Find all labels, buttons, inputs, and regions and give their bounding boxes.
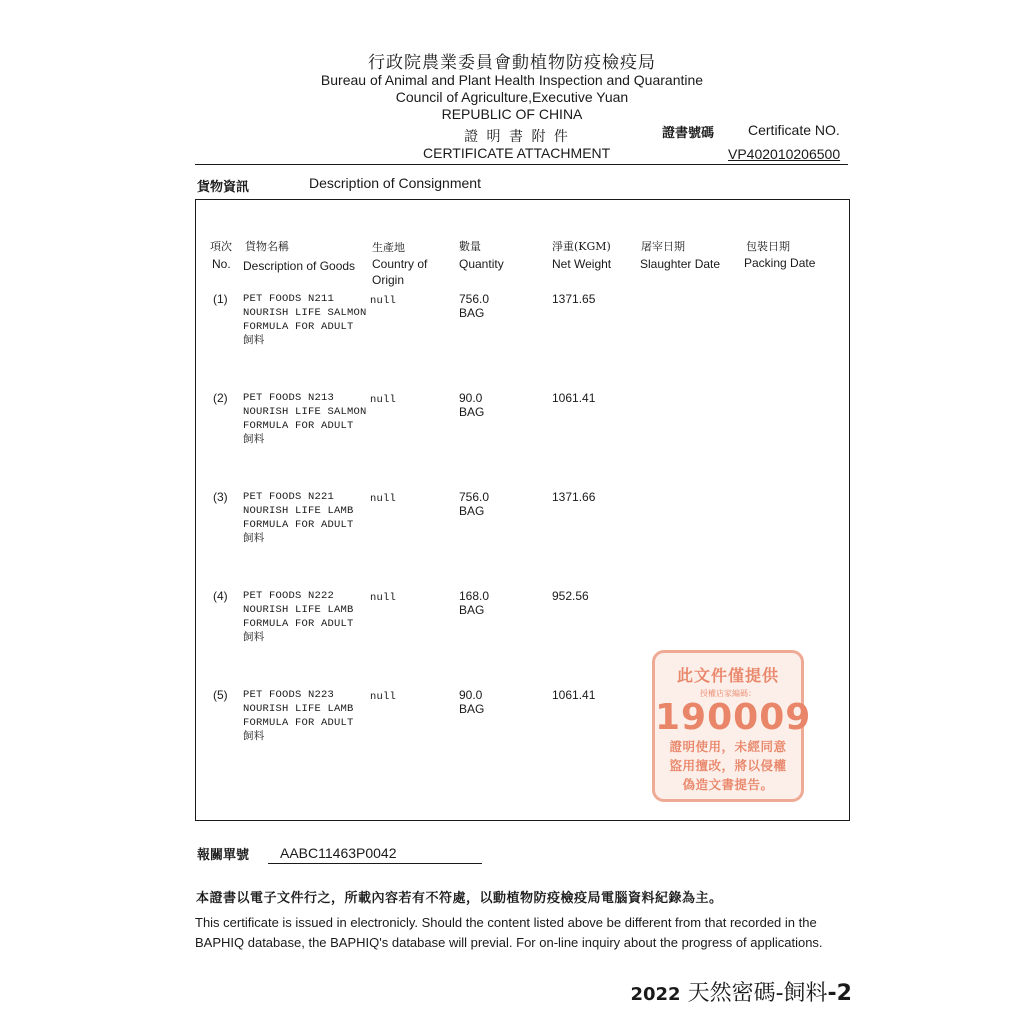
row-origin: null [370, 394, 397, 406]
consignment-label-en: Description of Consignment [309, 175, 481, 191]
agency-title-zh: 行政院農業委員會動植物防疫檢疫局 [368, 53, 656, 73]
col-weight-en: Net Weight [552, 257, 612, 271]
row-net-weight: 1061.41 [552, 391, 596, 405]
row-quantity: 756.0 BAG [459, 292, 490, 320]
customs-underline [268, 863, 482, 864]
row-net-weight: 1371.65 [552, 292, 596, 306]
col-quantity-en: Quantity [459, 257, 504, 271]
row-origin: null [370, 295, 397, 307]
notice-en: This certificate is issued in electronicly. Should the content listed above be different from that recorded in the BAPHIQ database, the BAPHIQ's database will previal. For on-line inquiry about the progress of applications. [195, 915, 823, 950]
header-divider [195, 164, 848, 165]
row-goods: PET FOODS N223 NOURISH LIFE LAMB FORMULA FOR ADULT 飼料 [243, 689, 354, 743]
col-origin-zh: 生產地 [372, 241, 405, 254]
col-no-en: No. [212, 257, 231, 271]
row-origin: null [370, 592, 397, 604]
row-net-weight: 1061.41 [552, 688, 596, 702]
consignment-label-zh: 貨物資訊 [197, 180, 250, 195]
cert-no-label-zh: 證書號碼 [662, 126, 715, 141]
authorization-stamp [652, 650, 812, 802]
row-quantity: 90.0 BAG [459, 688, 485, 716]
row-no: (5) [213, 688, 228, 702]
col-origin-en: Country of Origin [372, 257, 428, 287]
col-packing-en: Packing Date [744, 256, 816, 270]
row-origin: null [370, 691, 397, 703]
col-goods-zh: 貨物名稱 [245, 240, 289, 253]
notice-zh: 本證書以電子文件行之，所載內容若有不符處，以動植物防疫檢疫局電腦資料紀錄為主。 [196, 891, 723, 906]
row-goods: PET FOODS N211 NOURISH LIFE SALMON FORMULA FOR ADULT 飼料 [243, 293, 367, 347]
row-goods: PET FOODS N221 NOURISH LIFE LAMB FORMULA FOR ADULT 飼料 [243, 491, 354, 545]
stamp-code: 190009 [655, 697, 812, 738]
doc-type-en: CERTIFICATE ATTACHMENT [423, 145, 611, 161]
customs-value: AABC11463P0042 [280, 845, 397, 861]
row-quantity: 756.0 BAG [459, 490, 490, 518]
col-no-zh: 項次 [210, 240, 232, 253]
footer-year: 2022 [630, 984, 681, 1005]
customs-label-zh: 報關單號 [197, 848, 250, 863]
row-no: (1) [213, 292, 228, 306]
agency-title-en: Bureau of Animal and Plant Health Inspection and Quarantine [320, 72, 704, 88]
row-goods: PET FOODS N213 NOURISH LIFE SALMON FORMULA FOR ADULT 飼料 [243, 392, 367, 446]
row-goods: PET FOODS N222 NOURISH LIFE LAMB FORMULA FOR ADULT 飼料 [243, 590, 354, 644]
stamp-line-3: 證明使用，未經同意 [669, 739, 787, 754]
footer-caption [630, 976, 852, 1007]
stamp-line-4: 盜用擅改，將以侵權 [669, 758, 787, 773]
col-weight-zh: 淨重(KGM) [552, 240, 611, 253]
stamp-line-2: 授權店家編碼： [700, 689, 756, 698]
row-no: (3) [213, 490, 228, 504]
row-quantity: 90.0 BAG [459, 391, 485, 419]
row-quantity: 168.0 BAG [459, 589, 490, 617]
col-goods-en: Description of Goods [243, 259, 356, 273]
col-quantity-zh: 數量 [459, 240, 481, 253]
footer-suffix: -2 [827, 981, 852, 1006]
row-net-weight: 1371.66 [552, 490, 596, 504]
row-net-weight: 952.56 [552, 589, 589, 603]
col-packing-zh: 包裝日期 [746, 240, 790, 253]
cert-no-value: VP402010206500 [728, 146, 841, 162]
row-no: (4) [213, 589, 228, 603]
stamp-line-1: 此文件僅提供 [676, 666, 779, 685]
stamp-line-5: 偽造文書提告。 [682, 777, 774, 792]
col-slaughter-zh: 屠宰日期 [641, 240, 685, 253]
row-origin: null [370, 493, 397, 505]
row-no: (2) [213, 391, 228, 405]
country-title: REPUBLIC OF CHINA [441, 106, 583, 122]
col-slaughter-en: Slaughter Date [640, 257, 721, 271]
doc-type-zh: 證 明 書 附 件 [464, 129, 570, 145]
council-title: Council of Agriculture,Executive Yuan [395, 89, 629, 105]
footer-title: 天然密碼-飼料 [687, 981, 828, 1006]
cert-no-label-en: Certificate NO. [748, 122, 840, 138]
